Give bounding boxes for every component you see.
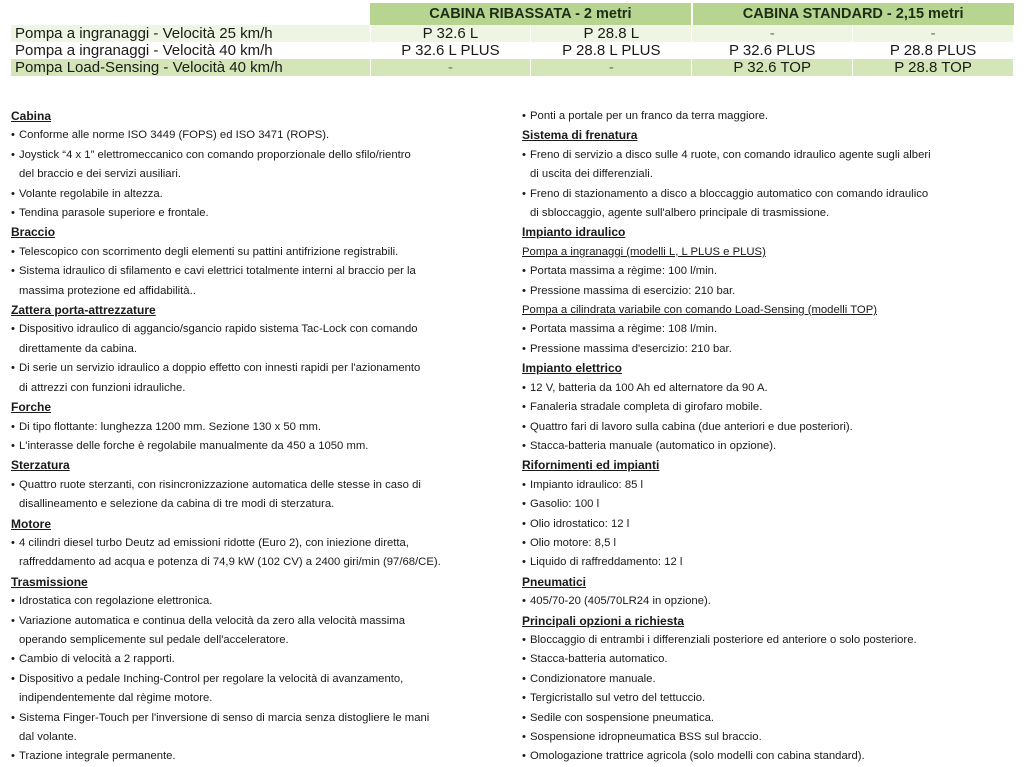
item-text: • Portata massima a règime: 100 l/min. xyxy=(530,265,718,278)
section-title-braccio: Braccio xyxy=(11,225,56,240)
item-text: • 4 cilindri diesel turbo Deutz ad emissioni ridotte (Euro 2), con iniezione diretta, xyxy=(19,536,409,549)
item-text: • Freno di stazionamento a disco a bloccaggio automatico con comando idraulico xyxy=(530,187,929,200)
header-cabina-standard: CABINA STANDARD - 2,15 metri xyxy=(692,3,1014,25)
row-label: Pompa a ingranaggi - Velocità 25 km/h xyxy=(11,25,370,42)
table-cell: P 28.8 L PLUS xyxy=(531,42,692,59)
table-cell: - xyxy=(692,25,853,42)
table-cell: P 32.6 PLUS xyxy=(692,42,853,59)
list-item xyxy=(522,282,1017,301)
item-text: raffreddamento ad acqua e potenza di 74,9 kW (102 CV) a 2400 giri/min (97/68/CE). xyxy=(19,556,441,569)
list-item xyxy=(522,146,1017,185)
item-text: • Sistema idraulico di sfilamento e cavi elettrici totalmente interni al braccio per la xyxy=(19,265,416,278)
item-text: • Quattro fari di lavoro sulla cabina (due anteriori e due posteriori). xyxy=(530,420,853,433)
section-title-trasmissione: Trasmissione xyxy=(11,574,88,589)
list-item xyxy=(11,650,511,669)
table-header-blank xyxy=(11,3,370,25)
list-item xyxy=(11,476,511,515)
list-item xyxy=(522,553,1017,572)
item-text: • Bloccaggio di entrambi i differenziali posteriore ed anteriore o solo posteriore. xyxy=(530,633,917,646)
section-title-frenatura: Sistema di frenatura xyxy=(522,128,638,143)
item-text: • Omologazione trattrice agricola (solo modelli con cabina standard). xyxy=(530,750,865,763)
table-cell: - xyxy=(370,59,531,76)
list-item xyxy=(522,747,1017,766)
item-text: • Gasolio: 100 l xyxy=(530,498,600,511)
list-item xyxy=(522,107,1017,126)
item-text: • Impianto idraulico: 85 l xyxy=(530,478,644,491)
item-text: • Di tipo flottante: lunghezza 1200 mm. Sezione 130 x 50 mm. xyxy=(19,420,322,433)
item-text: direttamente da cabina. xyxy=(19,342,138,355)
item-text: • 12 V, batteria da 100 Ah ed alternatore da 90 A. xyxy=(530,381,768,394)
table-cell: P 32.6 L xyxy=(370,25,531,42)
table-row xyxy=(11,25,1014,42)
item-text: • Dispositivo a pedale Inching-Control per regolare la velocità di avanzamento, xyxy=(19,672,404,685)
item-text: • Conforme alle norme ISO 3449 (FOPS) ed ISO 3471 (ROPS). xyxy=(19,129,330,142)
item-text: • Portata massima a règime: 108 l/min. xyxy=(530,323,718,336)
list-item xyxy=(522,650,1017,669)
list-item xyxy=(522,689,1017,708)
list-item xyxy=(11,709,511,748)
section-title-opzioni: Principali opzioni a richiesta xyxy=(522,613,685,628)
item-text: • Stacca-batteria automatico. xyxy=(530,653,668,666)
table-cell: P 32.6 L PLUS xyxy=(370,42,531,59)
table-cell: - xyxy=(531,59,692,76)
list-item xyxy=(522,728,1017,747)
item-text: • Idrostatica con regolazione elettronica. xyxy=(19,595,213,608)
item-text: di attrezzi con funzioni idrauliche. xyxy=(19,381,186,394)
list-item xyxy=(11,243,511,262)
item-text: • Telescopico con scorrimento degli elementi su pattini antifrizione registrabili. xyxy=(19,245,399,258)
subsection-title-pompa-ingranaggi: Pompa a ingranaggi (modelli L, L PLUS e PLUS) xyxy=(522,245,766,258)
list-item xyxy=(11,612,511,651)
item-text: • Pressione massima d'esercizio: 210 bar. xyxy=(530,342,732,355)
item-text: • Fanaleria stradale completa di girofaro mobile. xyxy=(530,401,763,414)
list-item xyxy=(11,126,511,145)
item-text: • Di serie un servizio idraulico a doppio effetto con innesti rapidi per l'azionamento xyxy=(19,362,421,375)
section-title-sterzatura: Sterzatura xyxy=(11,458,70,473)
item-text: • Stacca-batteria manuale (automatico in opzione). xyxy=(530,439,777,452)
item-text: • Pressione massima di esercizio: 210 bar. xyxy=(530,284,736,297)
list-item xyxy=(522,320,1017,339)
section-title-rifornimenti: Rifornimenti ed impianti xyxy=(522,458,660,473)
item-text: • Sistema Finger-Touch per l'inversione di senso di marcia senza distogliere le mani xyxy=(19,711,430,724)
item-text: operando semplicemente sul pedale dell'acceleratore. xyxy=(19,633,289,646)
list-item xyxy=(522,592,1017,611)
item-text: • Trazione integrale permanente. xyxy=(19,750,176,763)
list-item xyxy=(522,340,1017,359)
list-item xyxy=(522,515,1017,534)
item-text: • Olio idrostatico: 12 l xyxy=(530,517,630,530)
item-text: di sbloccaggio, agente sull'albero principale di trasmissione. xyxy=(530,207,830,220)
list-item xyxy=(522,398,1017,417)
list-item xyxy=(11,534,511,573)
list-item xyxy=(522,437,1017,456)
row-label: Pompa a ingranaggi - Velocità 40 km/h xyxy=(11,42,370,59)
row-label: Pompa Load-Sensing - Velocità 40 km/h xyxy=(11,59,370,76)
list-item xyxy=(11,146,511,185)
item-text: disallineamento e selezione da cabina di tre modi di sterzatura. xyxy=(19,498,335,511)
list-item xyxy=(11,437,511,456)
item-text: • Ponti a portale per un franco da terra maggiore. xyxy=(530,110,769,122)
list-item xyxy=(11,670,511,709)
list-item xyxy=(522,631,1017,650)
header-cabina-ribassata: CABINA RIBASSATA - 2 metri xyxy=(370,3,692,25)
section-title-forche: Forche xyxy=(11,400,52,415)
list-item xyxy=(11,359,511,398)
item-text: • L'interasse delle forche è regolabile manualmente da 450 a 1050 mm. xyxy=(19,439,369,452)
list-item xyxy=(11,320,511,359)
item-text: • Dispositivo idraulico di aggancio/sgancio rapido sistema Tac-Lock con comando xyxy=(19,323,418,336)
table-header-row xyxy=(11,3,1014,25)
table-cell: P 32.6 TOP xyxy=(692,59,853,76)
list-item xyxy=(11,592,511,611)
item-text: • Variazione automatica e continua della velocità da zero alla velocità massima xyxy=(19,614,405,627)
list-item xyxy=(522,262,1017,281)
list-item xyxy=(11,747,511,766)
list-item xyxy=(522,670,1017,689)
item-text: indipendentemente dal règime motore. xyxy=(19,692,213,705)
item-text: • Quattro ruote sterzanti, con risincronizzazione automatica delle stesse in caso di xyxy=(19,478,421,491)
section-title-motore: Motore xyxy=(11,516,51,531)
list-item xyxy=(11,185,511,204)
item-text: • 405/70-20 (405/70LR24 in opzione). xyxy=(530,595,711,608)
item-text: • Freno di servizio a disco sulle 4 ruote, con comando idraulico agente sugli alberi xyxy=(530,148,931,161)
item-text: del braccio e dei servizi ausiliari. xyxy=(19,168,181,181)
list-item xyxy=(522,534,1017,553)
list-item xyxy=(522,418,1017,437)
section-title-cabina: Cabina xyxy=(11,109,52,123)
list-item xyxy=(11,262,511,301)
item-text: • Sospensione idropneumatica BSS sul braccio. xyxy=(530,731,762,743)
list-item xyxy=(522,495,1017,514)
list-item xyxy=(522,476,1017,495)
item-text: • Volante regolabile in altezza. xyxy=(19,187,163,200)
models-table xyxy=(11,3,1014,76)
table-cell: P 28.8 L xyxy=(531,25,692,42)
item-text: • Cambio di velocità a 2 rapporti. xyxy=(19,653,175,666)
table-cell: P 28.8 TOP xyxy=(853,59,1014,76)
table-row xyxy=(11,59,1014,76)
item-text: di uscita dei differenziali. xyxy=(530,168,653,181)
table-cell: - xyxy=(853,25,1014,42)
list-item xyxy=(522,185,1017,224)
spec-column-right xyxy=(522,107,1017,767)
list-item xyxy=(11,418,511,437)
section-title-pneumatici: Pneumatici xyxy=(522,574,587,589)
item-text: • Liquido di raffreddamento: 12 l xyxy=(530,556,683,569)
item-text: • Condizionatore manuale. xyxy=(530,672,656,685)
section-title-elettrico: Impianto elettrico xyxy=(522,361,623,376)
list-item xyxy=(522,709,1017,728)
item-text: massima protezione ed affidabilità.. xyxy=(19,284,196,297)
item-text: • Tendina parasole superiore e frontale. xyxy=(19,207,209,220)
subsection-title-pompa-cilindrata: Pompa a cilindrata variabile con comando Load-Sensing (modelli TOP) xyxy=(522,304,877,317)
list-item xyxy=(11,204,511,223)
item-text: • Tergicristallo sul vetro del tettuccio. xyxy=(530,692,706,705)
item-text: • Olio motore: 8,5 l xyxy=(530,536,617,549)
section-title-idraulico: Impianto idraulico xyxy=(522,225,626,240)
table-cell: P 28.8 PLUS xyxy=(853,42,1014,59)
list-item xyxy=(522,379,1017,398)
table-row xyxy=(11,42,1014,59)
item-text: • Joystick “4 x 1” elettromeccanico con comando proporzionale dello sfilo/rientro xyxy=(19,148,411,161)
section-title-zattera: Zattera porta-attrezzature xyxy=(11,303,156,318)
spec-column-left xyxy=(11,107,511,767)
item-text: • Sedile con sospensione pneumatica. xyxy=(530,711,715,724)
item-text: dal volante. xyxy=(19,731,77,743)
